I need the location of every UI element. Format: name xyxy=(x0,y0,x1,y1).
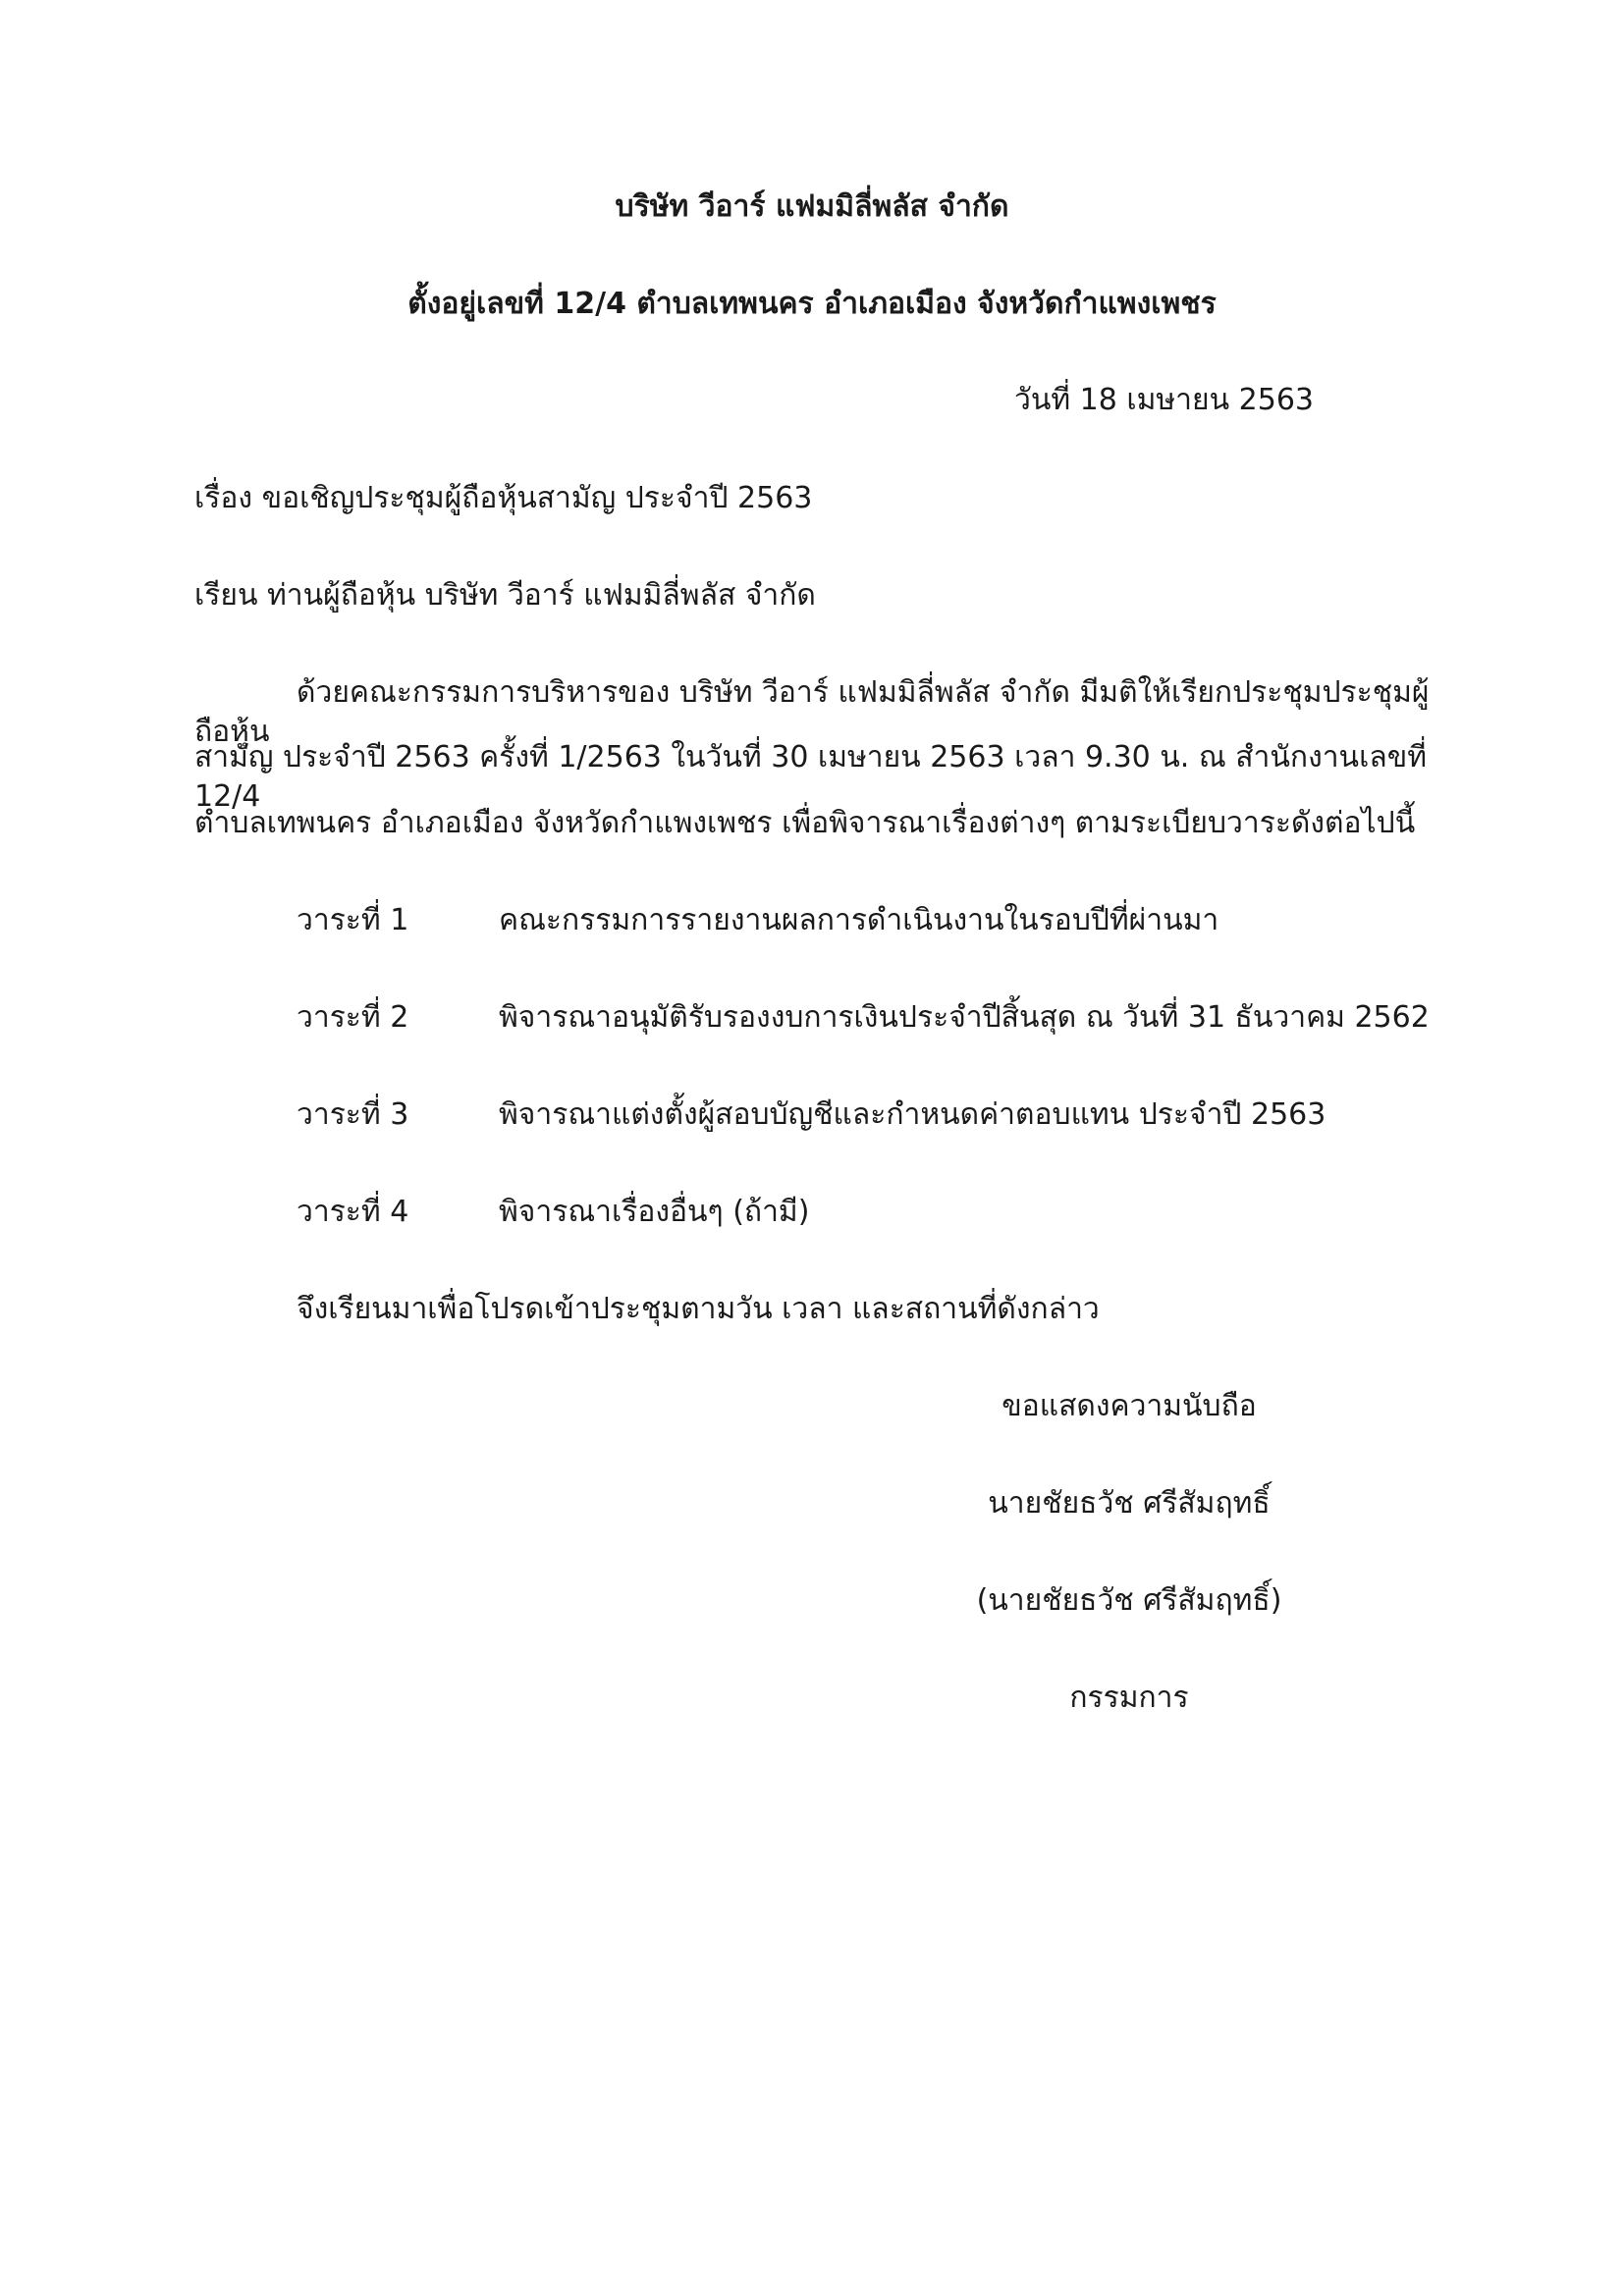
letter-recipient: เรียน ท่านผู้ถือหุ้น บริษัท วีอาร์ แฟมมิลี่พลัส จำกัด xyxy=(194,578,816,613)
agenda-label: วาระที่ 4 xyxy=(297,1195,409,1229)
signature-name: นายชัยธวัช ศรีสัมฤทธิ์ xyxy=(988,1486,1271,1521)
signature-title: กรรมการ xyxy=(1069,1681,1189,1715)
agenda-text: พิจารณาอนุมัติรับรองงบการเงินประจำปีสิ้นสุด ณ วันที่ 31 ธันวาคม 2562 xyxy=(499,1000,1430,1035)
agenda-text: พิจารณาเรื่องอื่นๆ (ถ้ามี) xyxy=(499,1195,810,1229)
signature-printed-name: (นายชัยธวัช ศรีสัมฤทธิ์) xyxy=(976,1583,1282,1618)
body-line-3: ตำบลเทพนคร อำเภอเมือง จังหวัดกำแพงเพชร เพื่อพิจารณาเรื่องต่างๆ ตามระเบียบวาระดังต่อไปนี้ xyxy=(194,806,1416,840)
agenda-text: คณะกรรมการรายงานผลการดำเนินงานในรอบปีที่ผ่านมา xyxy=(499,903,1219,937)
signature-regards: ขอแสดงความนับถือ xyxy=(1001,1389,1257,1423)
body-line-2: สามัญ ประจำปี 2563 ครั้งที่ 1/2563 ในวันที่ 30 เมษายน 2563 เวลา 9.30 น. ณ สำนักงานเลขที่ 12/4 xyxy=(194,740,1427,814)
agenda-label: วาระที่ 1 xyxy=(297,903,409,937)
letter-subject: เรื่อง ขอเชิญประชุมผู้ถือหุ้นสามัญ ประจำปี 2563 xyxy=(194,481,813,515)
agenda-label: วาระที่ 2 xyxy=(297,1000,409,1035)
letter-date: วันที่ 18 เมษายน 2563 xyxy=(1014,383,1314,417)
company-address-heading: ตั้งอยู่เลขที่ 12/4 ตำบลเทพนคร อำเภอเมือง จังหวัดกำแพงเพชร xyxy=(407,287,1217,321)
company-name-heading: บริษัท วีอาร์ แฟมมิลี่พลัส จำกัด xyxy=(615,189,1009,224)
body-line-1: ด้วยคณะกรรมการบริหารของ บริษัท วีอาร์ แฟมมิลี่พลัส จำกัด มีมติให้เรียกประชุมประชุมผู้ถือหุ้น xyxy=(194,675,1430,749)
closing-sentence: จึงเรียนมาเพื่อโปรดเข้าประชุมตามวัน เวลา และสถานที่ดังกล่าว xyxy=(297,1292,1100,1326)
agenda-label: วาระที่ 3 xyxy=(297,1097,409,1132)
agenda-text: พิจารณาแต่งตั้งผู้สอบบัญชีและกำหนดค่าตอบแทน ประจำปี 2563 xyxy=(499,1097,1326,1132)
